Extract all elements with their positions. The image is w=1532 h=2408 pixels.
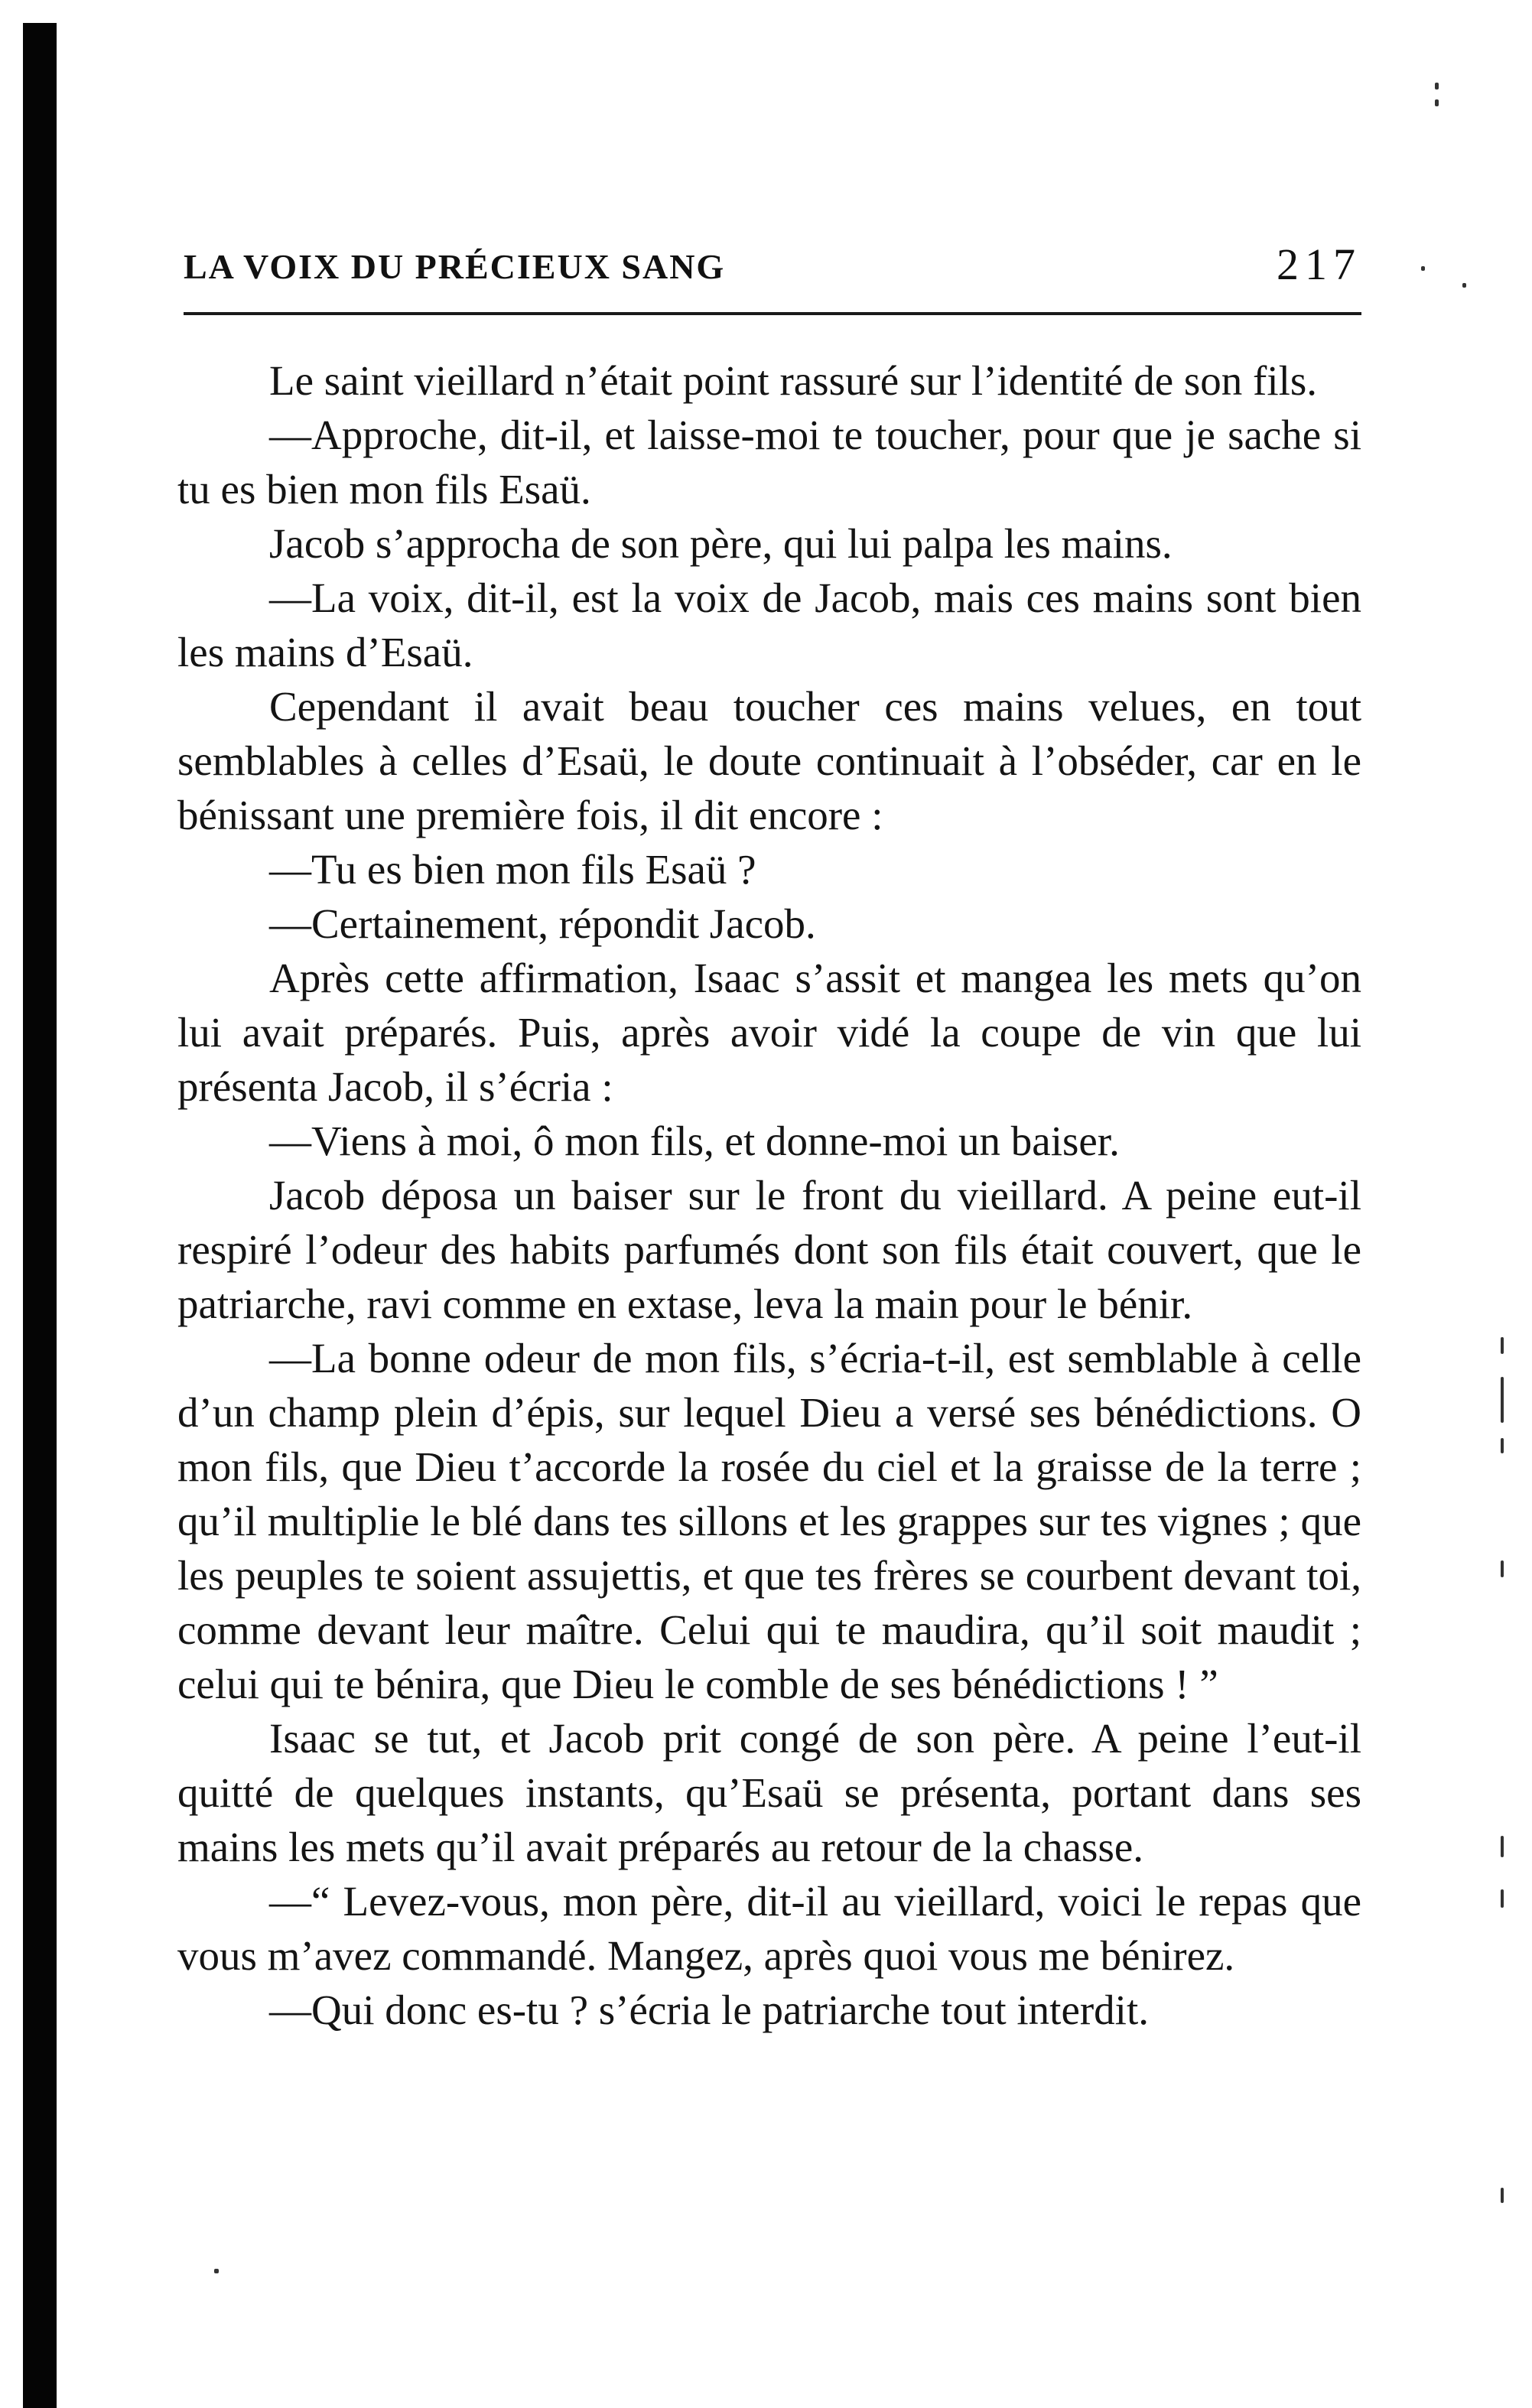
paragraph: —La bonne odeur de mon fils, s’écria-t-il, est semblable à celle d’un champ plein d’épis, sur lequel Dieu a versé ses bénédictions. O mon fils, que Dieu t’accorde la rosée du ciel et la graisse de la terre ; qu’il multiplie le blé dans tes sillons et les grappes sur tes vignes ; que les peuples te soient assujettis, et que tes frères se courbent devant toi, comme devant leur maître. Celui qui te maudira, qu’il soit maudit ; celui qui te bénira, que Dieu le comble de ses bénédictions ! ” (177, 1335, 1361, 1707)
scan-speck (1501, 1337, 1504, 1354)
paragraph: —Qui donc es-tu ? s’écria le patriarche tout interdit. (269, 1987, 1149, 2033)
paragraph: Après cette affirmation, Isaac s’assit et mangea les mets qu’on lui avait préparés. Puis, après avoir vidé la coupe de vin que lui présenta Jacob, il s’écria : (177, 955, 1361, 1110)
scan-speck (1501, 1836, 1504, 1857)
scan-speck (1501, 1377, 1504, 1423)
scan-speck (1501, 2188, 1504, 2203)
paragraph: Jacob s’approcha de son père, qui lui palpa les mains. (269, 520, 1173, 567)
page-number: 217 (1277, 239, 1361, 289)
paragraph: —La voix, dit-il, est la voix de Jacob, mais ces mains sont bien les mains d’Esaü. (177, 574, 1361, 675)
scan-speck (1435, 83, 1439, 89)
paragraph: —Certainement, répondit Jacob. (269, 900, 816, 947)
paragraph: —Approche, dit-il, et laisse-moi te toucher, pour que je sache si tu es bien mon fils Esaü. (177, 412, 1361, 513)
paragraph: Isaac se tut, et Jacob prit congé de son père. A peine l’eut-il quitté de quelques instants, qu’Esaü se présenta, portant dans ses mains les mets qu’il avait préparés au retour de la chasse. (177, 1715, 1361, 1870)
paragraph: —Viens à moi, ô mon fils, et donne-moi un baiser. (269, 1118, 1120, 1164)
scan-speck (1501, 1889, 1504, 1908)
running-title: LA VOIX DU PRÉCIEUX SANG (184, 247, 726, 286)
header-rule (184, 312, 1361, 315)
scan-speck (1501, 1560, 1504, 1577)
scan-speck (1421, 266, 1425, 271)
paragraph: Cependant il avait beau toucher ces mains velues, en tout semblables à celles d’Esaü, le doute continuait à l’obséder, car en le bénissant une première fois, il dit encore : (177, 683, 1361, 838)
scan-speck (1462, 283, 1466, 288)
scan-speck (1501, 1438, 1504, 1453)
running-head (184, 229, 1361, 298)
paragraph: —Tu es bien mon fils Esaü ? (269, 846, 756, 893)
paragraph: Jacob déposa un baiser sur le front du vieillard. A peine eut-il respiré l’odeur des habits parfumés dont son fils était couvert, que le patriarche, ravi comme en extase, leva la main pour le bénir. (177, 1172, 1361, 1327)
scan-speck (1435, 99, 1439, 106)
scan-speck (214, 2269, 219, 2273)
body-text (177, 353, 1361, 2037)
scan-margin-edge (23, 23, 57, 2408)
paragraph: —“ Levez-vous, mon père, dit-il au vieillard, voici le repas que vous m’avez commandé. Mangez, après quoi vous me bénirez. (177, 1878, 1361, 1979)
paragraph: Le saint vieillard n’était point rassuré sur l’identité de son fils. (269, 357, 1318, 404)
